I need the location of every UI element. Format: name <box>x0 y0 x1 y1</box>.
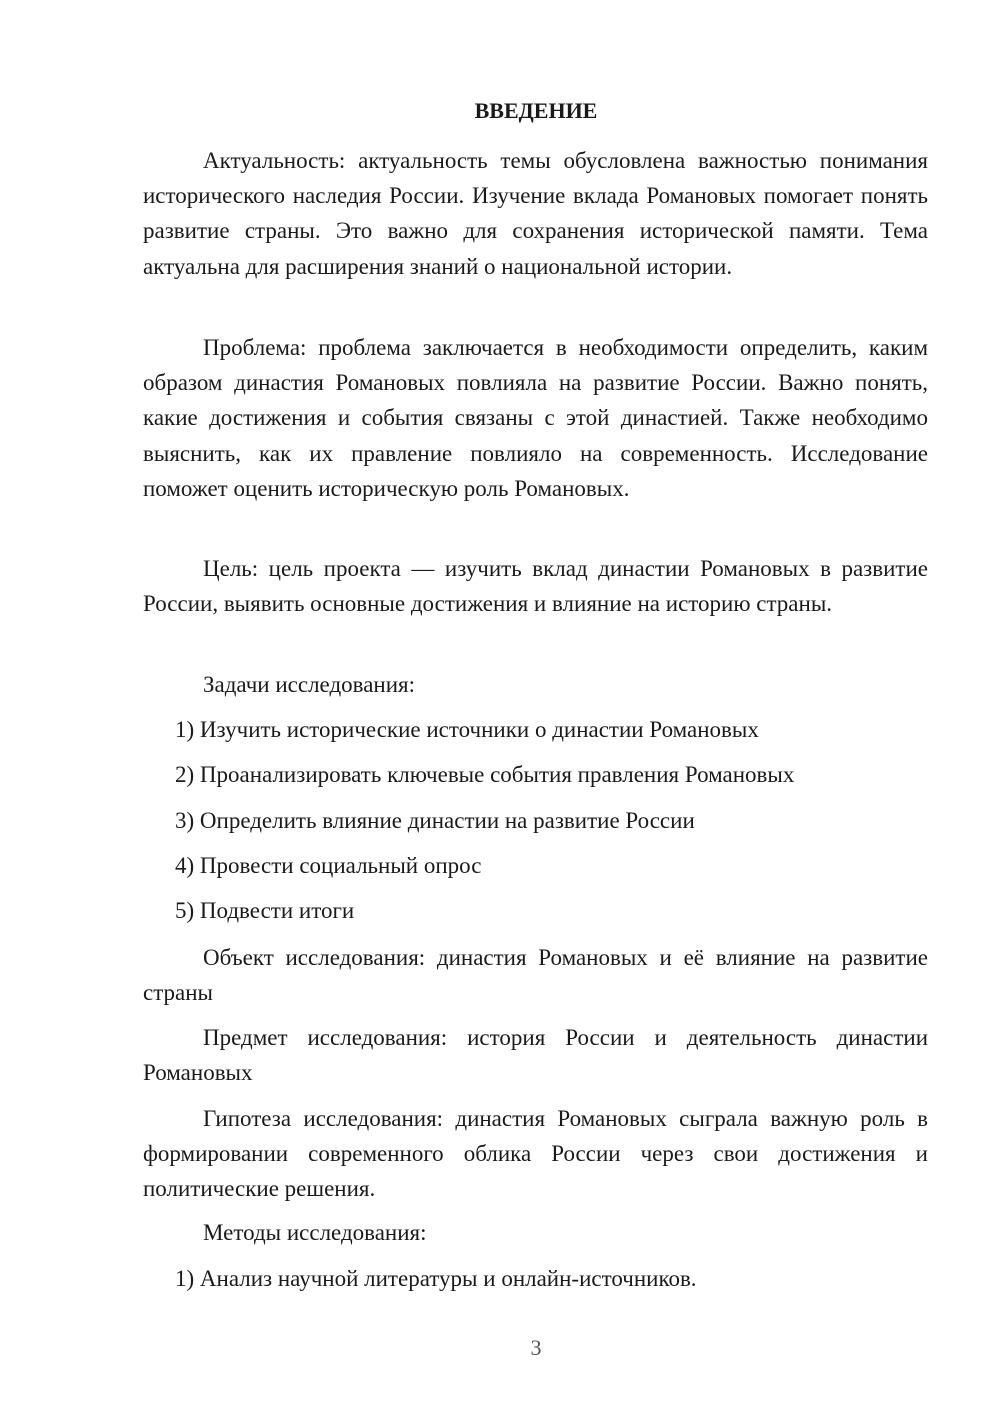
task-item: 5) Подвести итоги <box>175 898 355 923</box>
task-item: 2) Проанализировать ключевые события правления Романовых <box>175 762 795 787</box>
relevance-paragraph: Актуальность: актуальность темы обусловлена важностью понимания исторического наследия России. Изучение вклада Романовых помогает понять развитие страны. Это важно для сохранения исторической памяти. Тема актуальна для расширения знаний о национальной истории. <box>143 148 928 279</box>
goal-paragraph: Цель: цель проекта — изучить вклад династии Романовых в развитие России, выявить основные достижения и влияние на историю страны. <box>143 556 928 617</box>
subject-paragraph: Предмет исследования: история России и деятельность династии Романовых <box>143 1025 928 1086</box>
method-item: 1) Анализ научной литературы и онлайн-источников. <box>175 1266 697 1291</box>
page-number: 3 <box>530 1335 542 1360</box>
task-item: 3) Определить влияние династии на развитие России <box>175 808 695 833</box>
problem-paragraph: Проблема: проблема заключается в необходимости определить, каким образом династия Романовых повлияла на развитие России. Важно понять, какие достижения и события связаны с этой династией. Также необходимо выяснить, как их правление повлияло на современность. Исследование поможет оценить историческую роль Романовых. <box>143 335 928 501</box>
object-paragraph: Объект исследования: династия Романовых и её влияние на развитие страны <box>143 945 928 1006</box>
tasks-heading: Задачи исследования: <box>203 672 416 697</box>
task-item: 1) Изучить исторические источники о династии Романовых <box>175 717 759 742</box>
task-item: 4) Провести социальный опрос <box>175 853 482 878</box>
methods-heading: Методы исследования: <box>203 1220 427 1245</box>
hypothesis-paragraph: Гипотеза исследования: династия Романовых сыграла важную роль в формировании современного облика России через свои достижения и политические решения. <box>143 1106 928 1202</box>
section-title: ВВЕДЕНИЕ <box>474 98 598 123</box>
